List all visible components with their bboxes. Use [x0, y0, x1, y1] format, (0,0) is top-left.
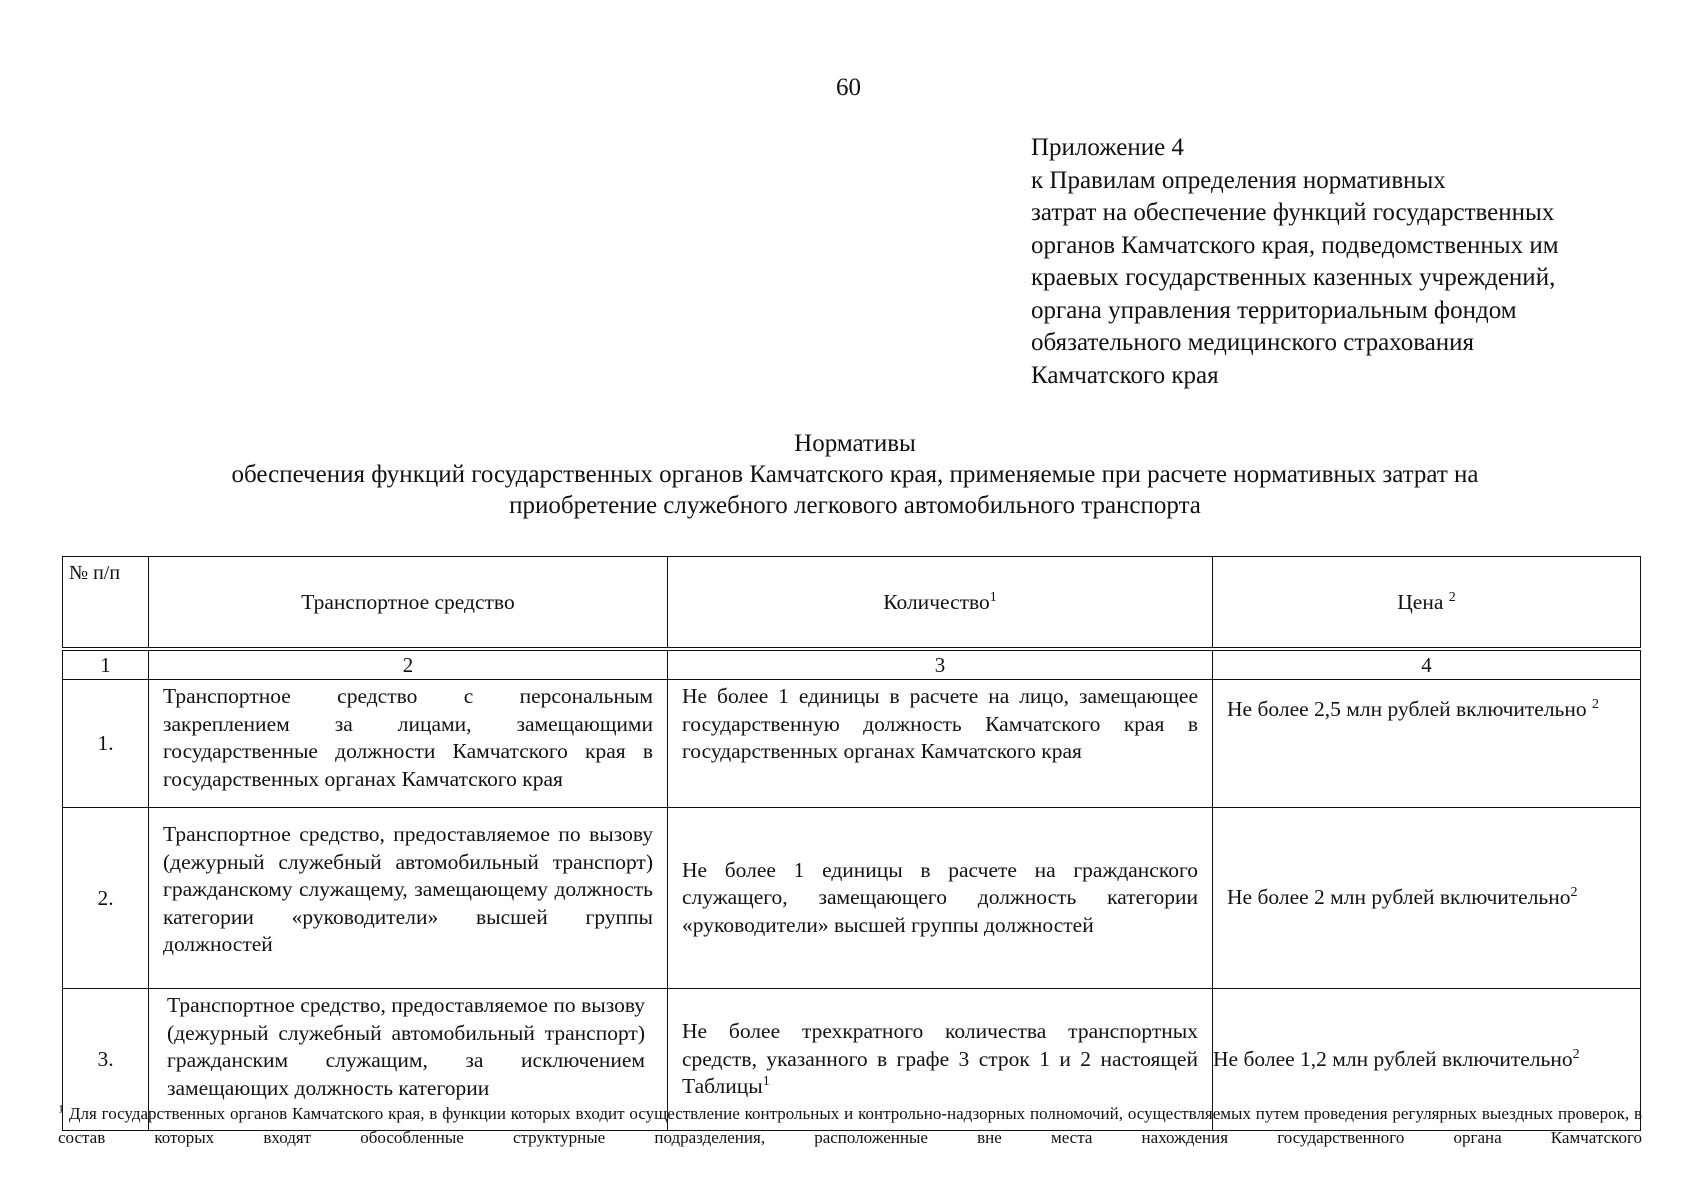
row-number: 3.	[63, 989, 149, 1131]
header-row	[63, 557, 1641, 648]
index-cell: 3	[668, 651, 1213, 680]
table-row	[63, 808, 1641, 989]
vehicle-cell: Транспортное средство, предоставляемое по вызову (дежурный служебный автомобильный транспорт) гражданскому служащему, замещающему должность категории «руководители» высшей группы должностей	[149, 808, 668, 989]
index-cell: 1	[63, 651, 149, 680]
appendix-line: обязательного медицинского страхования	[1031, 329, 1475, 356]
appendix-line: органа управления территориальным фондом	[1031, 296, 1517, 324]
row-number: 2.	[63, 808, 149, 989]
page-number: 60	[836, 74, 861, 101]
footnote-mark: 1	[58, 1101, 64, 1116]
header-price-label: Цена	[1397, 589, 1444, 614]
appendix-line: Приложение 4	[1031, 134, 1184, 161]
header-price	[1213, 557, 1641, 648]
quantity-text: Не более трехкратного количества транспортных средств, указанного в графе 3 строк 1 и 2 настоящей Таблицы	[682, 1019, 1198, 1099]
index-cell: 4	[1213, 651, 1641, 680]
header-quantity-label: Количество	[883, 589, 990, 614]
price-text: Не более 1,2 млн рублей включительно	[1213, 1046, 1573, 1071]
quantity-cell: Не более 1 единицы в расчете на гражданского служащего, замещающего должность категории «руководители» высшей группы должностей	[668, 808, 1213, 989]
appendix-line: Камчатского края	[1031, 361, 1219, 389]
footnote-text: Для государственных органов Камчатского края, в функции которых входит осуществление контрольных и контрольно-надзорных полномочий, осуществляемых путем проведения регулярных выездных проверок, в состав которых входят обособленные структурные подразделения, расположенные вне места нахождения государственного органа Камчатского	[58, 1104, 1643, 1147]
table-row	[63, 680, 1641, 808]
quantity-cell: Не более 1 единицы в расчете на лицо, замещающее государственную должность Камчатского края в государственных органах Камчатского края	[668, 680, 1213, 808]
price-sup: 2	[1592, 696, 1599, 712]
price-text: Не более 2 млн рублей включительно	[1227, 885, 1571, 910]
price-sup: 2	[1572, 1046, 1580, 1062]
title-line-3: приобретение служебного легкового автомобильного транспорта	[509, 492, 1201, 519]
header-quantity	[668, 557, 1213, 648]
appendix-line: органов Камчатского края, подведомственных им	[1031, 231, 1559, 259]
appendix-block	[1031, 132, 1559, 392]
price-cell	[1213, 808, 1641, 989]
vehicle-cell: Транспортное средство, предоставляемое по вызову (дежурный служебный автомобильный транспорт) гражданским служащим, за исключением замещающих должность категории	[149, 989, 668, 1131]
table-body	[62, 650, 1641, 1131]
title-line-1: Нормативы	[794, 430, 916, 457]
document-title	[100, 428, 1610, 521]
appendix-line: затрат на обеспечение функций государственных	[1031, 199, 1555, 226]
vehicle-cell: Транспортное средство с персональным закреплением за лицами, замещающими государственные должности Камчатского края в государственных органах Камчатского края	[149, 680, 668, 808]
quantity-sup: 1	[762, 1074, 770, 1090]
appendix-line: краевых государственных казенных учреждений,	[1031, 264, 1556, 291]
appendix-line: к Правилам определения нормативных	[1031, 166, 1446, 194]
price-text: Не более 2,5 млн рублей включительно	[1227, 697, 1587, 721]
header-num: № п/п	[63, 557, 149, 648]
index-row	[63, 651, 1641, 680]
header-price-sup: 2	[1448, 589, 1456, 605]
index-cell: 2	[149, 651, 668, 680]
footnote	[58, 1102, 1642, 1150]
table-header	[62, 556, 1641, 648]
price-cell	[1213, 680, 1641, 808]
price-sup: 2	[1570, 885, 1578, 901]
row-number: 1.	[63, 680, 149, 808]
header-quantity-sup: 1	[989, 589, 997, 605]
header-vehicle: Транспортное средство	[149, 557, 668, 648]
title-line-2: обеспечения функций государственных органов Камчатского края, применяемые при расчете нормативных затрат на	[231, 461, 1479, 488]
